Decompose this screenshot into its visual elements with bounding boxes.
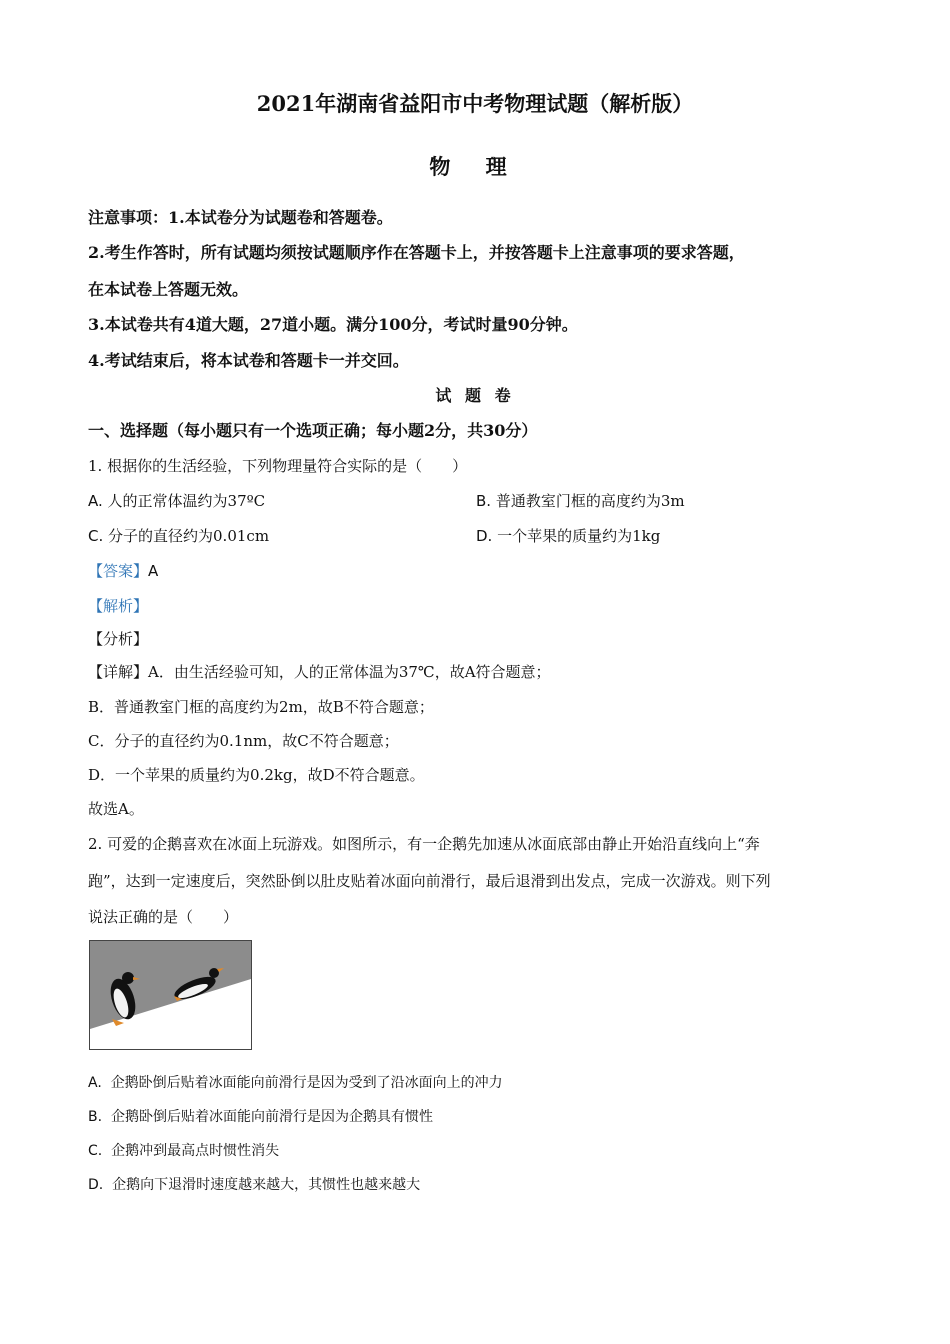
page-title: 2021年湖南省益阳市中考物理试题（解析版）	[256, 91, 694, 116]
q1-answer	[88, 560, 158, 582]
q2-option-a	[88, 1072, 503, 1094]
notice-line-1: 注意事项：1.本试卷分为试题卷和答题卷。	[88, 208, 393, 227]
subject-title: 物 理	[429, 154, 521, 179]
paper-label: 试 题 卷	[435, 386, 515, 405]
q2-stem-2: 跑”，达到一定速度后，突然卧倒以肚皮贴着冰面向前滑行，最后退滑到出发点，完成一次游戏。则下列	[88, 872, 771, 890]
q1-option-c-letter: C.	[88, 527, 104, 545]
q2-stem-3: 说法正确的是（ ）	[88, 908, 239, 926]
notice-line-4: 3.本试卷共有4道大题，27道小题。满分100分，考试时量90分钟。	[88, 315, 578, 334]
q1-detail-2: B．普通教室门框的高度约为2m，故B不符合题意；	[88, 698, 434, 716]
q1-detail-1: 【详解】A．由生活经验可知，人的正常体温为37℃，故A符合题意；	[88, 663, 551, 681]
q1-option-b-text: 普通教室门框的高度约为3m	[491, 492, 685, 510]
q1-option-c-text: 分子的直径约为0.01cm	[103, 527, 270, 545]
q2-option-b-text: 企鹅卧倒后贴着冰面能向前滑行是因为企鹅具有惯性	[110, 1109, 433, 1125]
q1-stem: 1. 根据你的生活经验，下列物理量符合实际的是（ ）	[88, 457, 468, 475]
notice-line-5: 4.考试结束后，将本试卷和答题卡一并交回。	[88, 351, 409, 370]
analysis-tag: 【解析】	[88, 597, 149, 615]
q1-option-b	[476, 490, 685, 512]
q1-option-d-text: 一个苹果的质量约为1kg	[492, 527, 661, 545]
q1-option-d-letter: D.	[476, 527, 493, 545]
q1-detail-3: C．分子的直径约为0.1nm，故C不符合题意；	[88, 732, 399, 750]
q2-option-c-letter: C.	[88, 1143, 103, 1159]
q1-option-a	[88, 490, 265, 512]
q1-option-c	[88, 525, 269, 547]
fenxi-tag: 【分析】	[88, 630, 149, 648]
q2-option-a-letter: A.	[88, 1075, 102, 1091]
answer-tag: 【答案】	[88, 562, 149, 580]
q1-option-a-letter: A.	[88, 492, 103, 510]
section-title: 一、选择题（每小题只有一个选项正确；每小题2分，共30分）	[88, 421, 538, 440]
penguin-illustration	[90, 941, 251, 1049]
q2-option-c	[88, 1140, 279, 1162]
q2-option-b-letter: B.	[88, 1109, 103, 1125]
q2-option-a-text: 企鹅卧倒后贴着冰面能向前滑行是因为受到了沿冰面向上的冲力	[110, 1075, 503, 1091]
q2-option-c-text: 企鹅冲到最高点时惯性消失	[111, 1143, 280, 1159]
q2-option-d-text: 企鹅向下退滑时速度越来越大，其惯性也越来越大	[112, 1177, 421, 1193]
notice-line-2: 2.考生作答时，所有试题均须按试题顺序作在答题卡上，并按答题卡上注意事项的要求答题，	[88, 243, 745, 262]
q2-option-d	[88, 1174, 420, 1196]
answer-value: A	[148, 562, 159, 580]
q1-conclusion: 故选A。	[88, 800, 144, 818]
notice-line-3: 在本试卷上答题无效。	[88, 280, 249, 299]
q1-detail-4: D．一个苹果的质量约为0.2kg，故D不符合题意。	[88, 766, 425, 784]
q1-option-a-text: 人的正常体温约为37ºC	[102, 492, 266, 510]
q1-option-b-letter: B.	[476, 492, 492, 510]
q1-option-d	[476, 525, 660, 547]
penguin-figure	[89, 940, 252, 1050]
q2-stem-1: 2. 可爱的企鹅喜欢在冰面上玩游戏。如图所示，有一企鹅先加速从冰面底部由静止开始沿直线向上“奔	[88, 835, 760, 853]
q2-option-b	[88, 1106, 433, 1128]
q2-option-d-letter: D.	[88, 1177, 104, 1193]
